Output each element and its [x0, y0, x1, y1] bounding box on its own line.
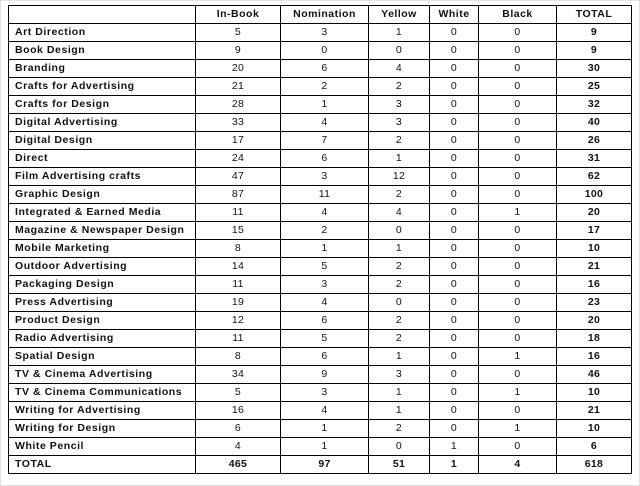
- table-row: [9, 132, 632, 150]
- cell-in-book: 47: [196, 168, 281, 186]
- cell-total: 21: [557, 258, 632, 276]
- cell-black: 0: [479, 330, 557, 348]
- cell-yellow: 12: [369, 168, 430, 186]
- cell-yellow: 2: [369, 78, 430, 96]
- cell-black: 0: [479, 60, 557, 78]
- row-label: Press Advertising: [9, 294, 196, 312]
- cell-in-book: 12: [196, 312, 281, 330]
- cell-black: 0: [479, 96, 557, 114]
- cell-yellow: 0: [369, 294, 430, 312]
- cell-in-book: 24: [196, 150, 281, 168]
- cell-black: 1: [479, 204, 557, 222]
- cell-nomination: 5: [281, 330, 369, 348]
- cell-in-book: 11: [196, 276, 281, 294]
- row-label: Spatial Design: [9, 348, 196, 366]
- cell-white: 0: [430, 150, 479, 168]
- cell-yellow: 0: [369, 42, 430, 60]
- cell-yellow: 2: [369, 186, 430, 204]
- cell-black: 0: [479, 222, 557, 240]
- cell-yellow: 2: [369, 132, 430, 150]
- cell-in-book: 465: [196, 456, 281, 474]
- cell-yellow: 0: [369, 438, 430, 456]
- row-label: Art Direction: [9, 24, 196, 42]
- row-label: Writing for Design: [9, 420, 196, 438]
- cell-total: 17: [557, 222, 632, 240]
- cell-nomination: 97: [281, 456, 369, 474]
- table-row: [9, 168, 632, 186]
- cell-yellow: 3: [369, 96, 430, 114]
- cell-nomination: 3: [281, 24, 369, 42]
- cell-black: 0: [479, 114, 557, 132]
- cell-nomination: 1: [281, 96, 369, 114]
- cell-yellow: 1: [369, 240, 430, 258]
- cell-yellow: 2: [369, 312, 430, 330]
- cell-white: 1: [430, 438, 479, 456]
- cell-nomination: 3: [281, 276, 369, 294]
- cell-nomination: 4: [281, 114, 369, 132]
- cell-yellow: 2: [369, 330, 430, 348]
- table-row: [9, 384, 632, 402]
- row-label: Radio Advertising: [9, 330, 196, 348]
- cell-white: 0: [430, 114, 479, 132]
- cell-black: 0: [479, 312, 557, 330]
- cell-white: 0: [430, 366, 479, 384]
- cell-in-book: 4: [196, 438, 281, 456]
- row-label: Digital Advertising: [9, 114, 196, 132]
- row-label: Direct: [9, 150, 196, 168]
- cell-yellow: 1: [369, 384, 430, 402]
- row-label: TV & Cinema Advertising: [9, 366, 196, 384]
- cell-white: 0: [430, 222, 479, 240]
- cell-yellow: 1: [369, 24, 430, 42]
- cell-in-book: 5: [196, 24, 281, 42]
- cell-black: 1: [479, 348, 557, 366]
- cell-black: 0: [479, 366, 557, 384]
- row-label: Integrated & Earned Media: [9, 204, 196, 222]
- table-total-row: [9, 456, 632, 474]
- cell-nomination: 0: [281, 42, 369, 60]
- cell-black: 4: [479, 456, 557, 474]
- cell-black: 0: [479, 132, 557, 150]
- cell-nomination: 6: [281, 312, 369, 330]
- table-body: [9, 24, 632, 474]
- cell-total: 618: [557, 456, 632, 474]
- cell-yellow: 1: [369, 150, 430, 168]
- table-row: [9, 78, 632, 96]
- cell-white: 0: [430, 78, 479, 96]
- cell-black: 0: [479, 258, 557, 276]
- cell-white: 0: [430, 132, 479, 150]
- table-row: [9, 150, 632, 168]
- cell-in-book: 8: [196, 348, 281, 366]
- cell-black: 0: [479, 276, 557, 294]
- row-label: White Pencil: [9, 438, 196, 456]
- cell-total: 20: [557, 204, 632, 222]
- column-header-white: White: [430, 6, 479, 24]
- cell-total: 10: [557, 420, 632, 438]
- cell-white: 0: [430, 96, 479, 114]
- cell-nomination: 4: [281, 204, 369, 222]
- cell-white: 1: [430, 456, 479, 474]
- cell-in-book: 17: [196, 132, 281, 150]
- cell-in-book: 21: [196, 78, 281, 96]
- total-row-label: TOTAL: [9, 456, 196, 474]
- cell-total: 25: [557, 78, 632, 96]
- table-header: [9, 6, 632, 24]
- row-label: Film Advertising crafts: [9, 168, 196, 186]
- cell-total: 30: [557, 60, 632, 78]
- cell-in-book: 28: [196, 96, 281, 114]
- table-row: [9, 312, 632, 330]
- row-label: Packaging Design: [9, 276, 196, 294]
- cell-in-book: 20: [196, 60, 281, 78]
- cell-black: 0: [479, 78, 557, 96]
- row-label: Branding: [9, 60, 196, 78]
- cell-nomination: 2: [281, 222, 369, 240]
- cell-total: 10: [557, 240, 632, 258]
- cell-in-book: 16: [196, 402, 281, 420]
- cell-yellow: 0: [369, 222, 430, 240]
- table-row: [9, 114, 632, 132]
- cell-total: 26: [557, 132, 632, 150]
- cell-nomination: 1: [281, 240, 369, 258]
- cell-total: 16: [557, 348, 632, 366]
- cell-nomination: 2: [281, 78, 369, 96]
- cell-in-book: 34: [196, 366, 281, 384]
- cell-white: 0: [430, 168, 479, 186]
- cell-black: 0: [479, 168, 557, 186]
- cell-yellow: 3: [369, 114, 430, 132]
- cell-white: 0: [430, 258, 479, 276]
- cell-in-book: 6: [196, 420, 281, 438]
- cell-total: 21: [557, 402, 632, 420]
- cell-nomination: 3: [281, 384, 369, 402]
- cell-in-book: 11: [196, 330, 281, 348]
- cell-black: 0: [479, 150, 557, 168]
- table-row: [9, 186, 632, 204]
- column-header-yellow: Yellow: [369, 6, 430, 24]
- cell-white: 0: [430, 186, 479, 204]
- cell-nomination: 1: [281, 420, 369, 438]
- table-row: [9, 348, 632, 366]
- cell-white: 0: [430, 402, 479, 420]
- cell-in-book: 11: [196, 204, 281, 222]
- cell-black: 0: [479, 186, 557, 204]
- table-row: [9, 420, 632, 438]
- column-header-category: [9, 6, 196, 24]
- cell-black: 0: [479, 402, 557, 420]
- table-row: [9, 402, 632, 420]
- row-label: Mobile Marketing: [9, 240, 196, 258]
- cell-in-book: 9: [196, 42, 281, 60]
- awards-statistics-table: [8, 5, 632, 474]
- cell-nomination: 1: [281, 438, 369, 456]
- cell-white: 0: [430, 384, 479, 402]
- cell-white: 0: [430, 240, 479, 258]
- cell-white: 0: [430, 330, 479, 348]
- table-row: [9, 240, 632, 258]
- table-row: [9, 222, 632, 240]
- cell-black: 1: [479, 420, 557, 438]
- cell-nomination: 9: [281, 366, 369, 384]
- cell-in-book: 15: [196, 222, 281, 240]
- cell-white: 0: [430, 60, 479, 78]
- cell-nomination: 7: [281, 132, 369, 150]
- cell-yellow: 1: [369, 402, 430, 420]
- cell-total: 10: [557, 384, 632, 402]
- cell-white: 0: [430, 24, 479, 42]
- cell-in-book: 14: [196, 258, 281, 276]
- row-label: Graphic Design: [9, 186, 196, 204]
- row-label: Digital Design: [9, 132, 196, 150]
- cell-in-book: 5: [196, 384, 281, 402]
- row-label: Writing for Advertising: [9, 402, 196, 420]
- cell-yellow: 3: [369, 366, 430, 384]
- column-header-total: TOTAL: [557, 6, 632, 24]
- cell-total: 9: [557, 24, 632, 42]
- cell-nomination: 4: [281, 294, 369, 312]
- row-label: Product Design: [9, 312, 196, 330]
- cell-total: 18: [557, 330, 632, 348]
- cell-black: 1: [479, 384, 557, 402]
- cell-total: 9: [557, 42, 632, 60]
- row-label: Crafts for Advertising: [9, 78, 196, 96]
- table-row: [9, 60, 632, 78]
- row-label: Crafts for Design: [9, 96, 196, 114]
- table-row: [9, 96, 632, 114]
- cell-black: 0: [479, 294, 557, 312]
- cell-black: 0: [479, 24, 557, 42]
- table-row: [9, 366, 632, 384]
- cell-white: 0: [430, 294, 479, 312]
- row-label: Magazine & Newspaper Design: [9, 222, 196, 240]
- cell-white: 0: [430, 204, 479, 222]
- cell-total: 20: [557, 312, 632, 330]
- cell-white: 0: [430, 276, 479, 294]
- cell-nomination: 11: [281, 186, 369, 204]
- row-label: Book Design: [9, 42, 196, 60]
- cell-total: 40: [557, 114, 632, 132]
- cell-nomination: 4: [281, 402, 369, 420]
- cell-nomination: 6: [281, 150, 369, 168]
- cell-total: 23: [557, 294, 632, 312]
- cell-white: 0: [430, 348, 479, 366]
- cell-nomination: 3: [281, 168, 369, 186]
- cell-total: 32: [557, 96, 632, 114]
- cell-total: 16: [557, 276, 632, 294]
- cell-white: 0: [430, 42, 479, 60]
- column-header-black: Black: [479, 6, 557, 24]
- table-row: [9, 24, 632, 42]
- cell-yellow: 2: [369, 258, 430, 276]
- cell-total: 31: [557, 150, 632, 168]
- cell-total: 6: [557, 438, 632, 456]
- cell-white: 0: [430, 420, 479, 438]
- cell-in-book: 33: [196, 114, 281, 132]
- row-label: Outdoor Advertising: [9, 258, 196, 276]
- cell-black: 0: [479, 438, 557, 456]
- cell-in-book: 19: [196, 294, 281, 312]
- cell-yellow: 1: [369, 348, 430, 366]
- cell-total: 100: [557, 186, 632, 204]
- awards-table-container: [8, 5, 631, 474]
- cell-yellow: 4: [369, 204, 430, 222]
- table-row: [9, 438, 632, 456]
- cell-nomination: 5: [281, 258, 369, 276]
- table-row: [9, 294, 632, 312]
- table-row: [9, 276, 632, 294]
- table-row: [9, 42, 632, 60]
- cell-yellow: 2: [369, 276, 430, 294]
- cell-total: 46: [557, 366, 632, 384]
- column-header-in-book: In-Book: [196, 6, 281, 24]
- cell-in-book: 87: [196, 186, 281, 204]
- table-header-row: [9, 6, 632, 24]
- cell-nomination: 6: [281, 348, 369, 366]
- cell-in-book: 8: [196, 240, 281, 258]
- cell-black: 0: [479, 240, 557, 258]
- row-label: TV & Cinema Communications: [9, 384, 196, 402]
- cell-nomination: 6: [281, 60, 369, 78]
- cell-yellow: 2: [369, 420, 430, 438]
- cell-total: 62: [557, 168, 632, 186]
- table-row: [9, 204, 632, 222]
- cell-yellow: 51: [369, 456, 430, 474]
- cell-white: 0: [430, 312, 479, 330]
- table-row: [9, 330, 632, 348]
- cell-yellow: 4: [369, 60, 430, 78]
- table-row: [9, 258, 632, 276]
- column-header-nomination: Nomination: [281, 6, 369, 24]
- cell-black: 0: [479, 42, 557, 60]
